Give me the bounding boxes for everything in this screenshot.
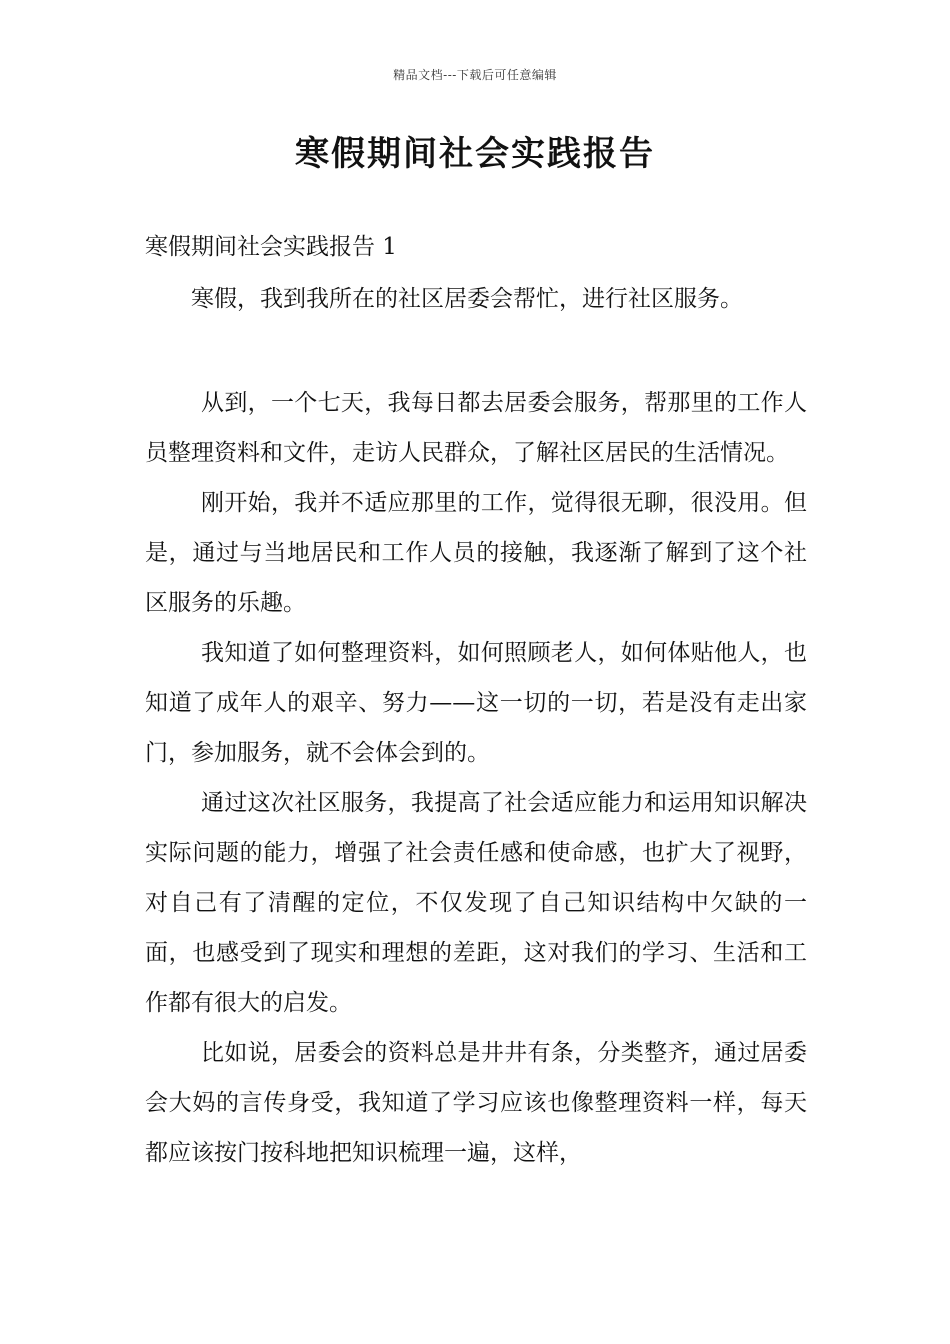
header-note: 精品文档---下载后可任意编辑 <box>393 68 557 82</box>
document-title: 寒假期间社会实践报告 <box>295 134 655 174</box>
paragraph: 我知道了如何整理资料，如何照顾老人，如何体贴他人，也知道了成年人的艰辛、努力——这一切的一切，若是没有走出家门，参加服务，就不会体会到的。 <box>145 640 807 766</box>
section-subheading: 寒假期间社会实践报告 1 <box>145 234 397 260</box>
paragraph: 通过这次社区服务，我提高了社会适应能力和运用知识解决实际问题的能力，增强了社会责任感和使命感，也扩大了视野，对自己有了清醒的定位，不仅发现了自己知识结构中欠缺的一面，也感受到了现实和理想的差距，这对我们的学习、生活和工作都有很大的启发。 <box>145 790 807 1016</box>
paragraph: 从到，一个七天，我每日都去居委会服务，帮那里的工作人员整理资料和文件，走访人民群众，了解社区居民的生活情况。 <box>145 390 807 466</box>
intro-paragraph: 寒假，我到我所在的社区居委会帮忙，进行社区服务。 <box>191 286 743 312</box>
paragraph: 刚开始，我并不适应那里的工作，觉得很无聊，很没用。但是，通过与当地居民和工作人员的接触，我逐渐了解到了这个社区服务的乐趣。 <box>145 490 807 616</box>
paragraph: 比如说，居委会的资料总是井井有条，分类整齐，通过居委会大妈的言传身受，我知道了学习应该也像整理资料一样，每天都应该按门按科地把知识梳理一遍，这样， <box>145 1040 807 1166</box>
body-text <box>145 378 807 1178</box>
